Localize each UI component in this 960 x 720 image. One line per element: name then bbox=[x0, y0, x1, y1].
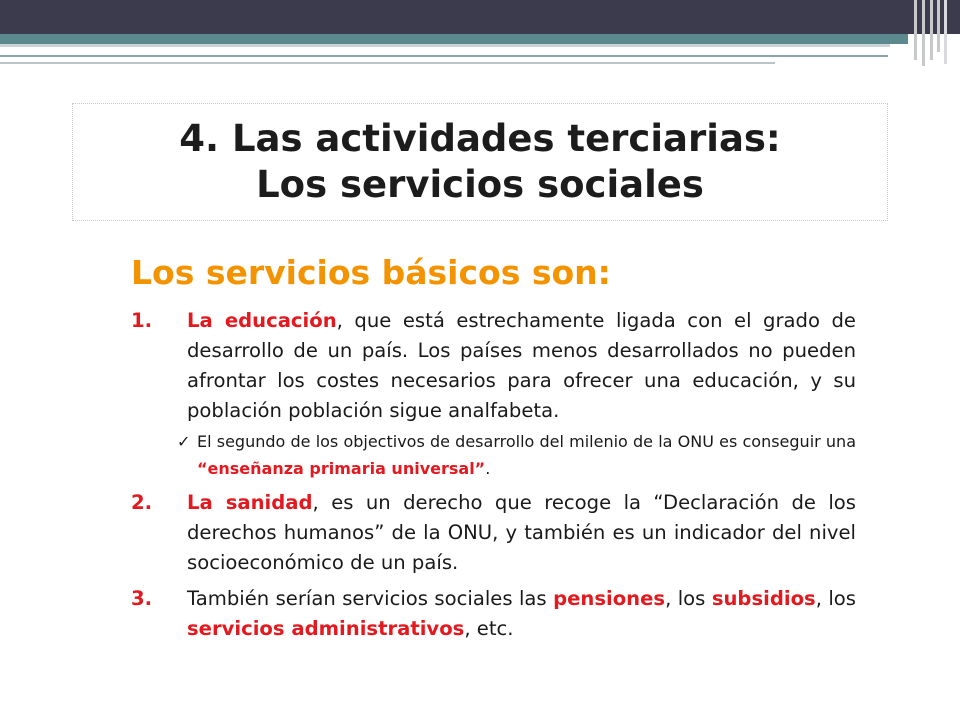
sub-bullet-end: . bbox=[485, 459, 491, 478]
title-box bbox=[72, 103, 888, 221]
check-icon: ✓ bbox=[177, 432, 191, 451]
content-body bbox=[131, 306, 856, 644]
top-bar-dark bbox=[0, 0, 960, 34]
item-text: , etc. bbox=[464, 617, 514, 640]
top-line-3 bbox=[0, 62, 775, 64]
item-text: , que está estrechamente ligada con el grado de desarrollo de un país. Los países menos desarrollados no pueden afrontar los costes necesarios para ofrecer una educación, y su población población sigue analfabeta. bbox=[187, 309, 856, 422]
corner-strip bbox=[937, 0, 940, 52]
top-line-2 bbox=[0, 55, 888, 57]
slide-title-line-2: Los servicios sociales bbox=[256, 163, 704, 206]
item-number: 3. bbox=[131, 587, 153, 610]
corner-strip bbox=[914, 0, 917, 60]
highlight-education: La educación bbox=[187, 309, 337, 332]
top-bar-teal bbox=[0, 34, 908, 44]
sub-bullet-text: El segundo de los objectivos de desarrollo del milenio de la ONU es conseguir una bbox=[197, 432, 856, 451]
corner-strip bbox=[930, 0, 933, 60]
sub-bullet bbox=[131, 428, 856, 482]
slide-title-line-1: 4. Las actividades terciarias: bbox=[179, 117, 781, 160]
item-text: , los bbox=[665, 587, 712, 610]
item-text: , es un derecho que recoge la “Declaración de los derechos humanos” de la ONU, y también es un indicador del nivel socioeconómico de un país. bbox=[187, 491, 856, 574]
list-item-other-services bbox=[131, 584, 856, 644]
item-number: 1. bbox=[131, 309, 153, 332]
highlight-health: La sanidad bbox=[187, 491, 313, 514]
top-line-1 bbox=[0, 44, 890, 47]
corner-strip bbox=[922, 0, 925, 66]
highlight-admin-services: servicios administrativos bbox=[187, 617, 465, 640]
item-number: 2. bbox=[131, 491, 153, 514]
highlight-subsidies: subsidios bbox=[711, 587, 816, 610]
section-heading: Los servicios básicos son: bbox=[131, 253, 611, 292]
list-item-education bbox=[131, 306, 856, 426]
item-text: También serían servicios sociales las bbox=[187, 587, 554, 610]
item-text: , los bbox=[815, 587, 856, 610]
highlight-pensions: pensiones bbox=[553, 587, 666, 610]
highlight-primary-education: “enseñanza primaria universal” bbox=[197, 459, 486, 478]
corner-strip bbox=[944, 0, 947, 64]
list-item-health bbox=[131, 488, 856, 578]
